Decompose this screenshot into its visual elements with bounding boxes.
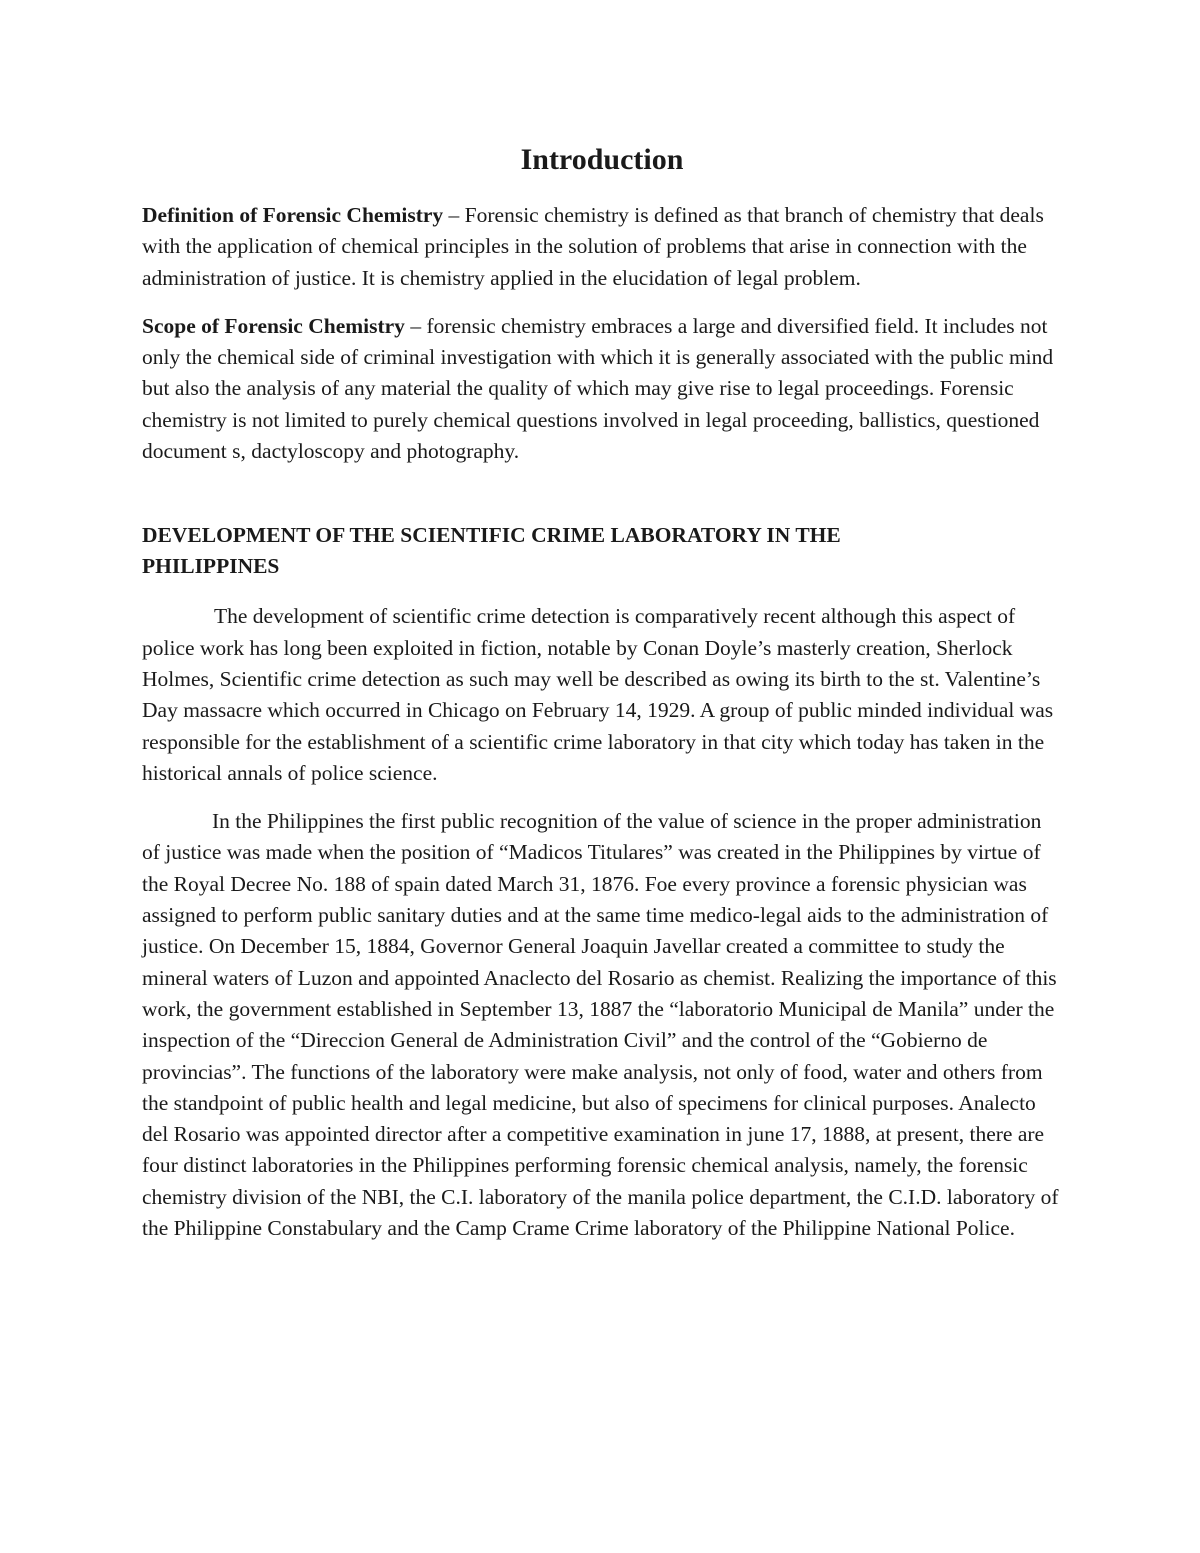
- definition-term: Definition of Forensic Chemistry: [142, 203, 444, 227]
- page-title: Introduction: [520, 143, 684, 176]
- definition-text: – Forensic chemistry is defined as that branch of chemistry that deals with the application of chemical principles in the solution of problems that arise in connection with the administration of justice. It is chemistry applied in the elucidation of legal problem.: [142, 203, 1044, 290]
- scope-text: – forensic chemistry embraces a large and diversified field. It includes not only the chemical side of criminal investigation with which it is generally associated with the public mind but also the analysis of any material the quality of which may give rise to legal proceedings. Forensic chemistry is not limited to purely chemical questions involved in legal proceeding, ballistics, questioned document s, dactyloscopy and photography.: [142, 313, 1054, 464]
- document-page: [142, 140, 1062, 1244]
- section-heading: DEVELOPMENT OF THE SCIENTIFIC CRIME LABORATORY IN THE PHILIPPINES: [142, 523, 841, 579]
- definition-paragraph: [142, 200, 1062, 294]
- history-paragraph-2: In the Philippines the first public recognition of the value of science in the proper administration of justice was made when the position of “Madicos Titulares” was created in the Philippines by virtue of the Royal Decree No. 188 of spain dated March 31, 1876. Foe every province a forensic physician was assigned to perform public sanitary duties and at the same time medico-legal aids to the administration of justice. On December 15, 1884, Governor General Joaquin Javellar created a committee to study the mineral waters of Luzon and appointed Anaclecto del Rosario as chemist. Realizing the importance of this work, the government established in September 13, 1887 the “laboratorio Municipal de Manila” under the inspection of the “Direccion General de Administration Civil” and the control of the “Gobierno de provincias”. The functions of the laboratory were make analysis, not only of food, water and others from the standpoint of public health and legal medicine, but also of specimens for clinical purposes. Analecto del Rosario was appointed director after a competitive examination in june 17, 1888, at present, there are four distinct laboratories in the Philippines performing forensic chemical analysis, namely, the forensic chemistry division of the NBI, the C.I. laboratory of the manila police department, the C.I.D. laboratory of the Philippine Constabulary and the Camp Crame Crime laboratory of the Philippine National Police.: [142, 809, 1059, 1241]
- section-spacer: [142, 467, 1062, 520]
- scope-term: Scope of Forensic Chemistry: [142, 313, 405, 338]
- scope-paragraph: [142, 311, 1062, 467]
- history-paragraph-1: The development of scientific crime detection is comparatively recent although this aspect of police work has long been exploited in fiction, notable by Conan Doyle’s masterly creation, Sherlock Holmes, Scientific crime detection as such may well be described as owing its birth to the st. Valentine’s Day massacre which occurred in Chicago on February 14, 1929. A group of public minded individual was responsible for the establishment of a scientific crime laboratory in that city which today has taken in the historical annals of police science.: [142, 604, 1054, 785]
